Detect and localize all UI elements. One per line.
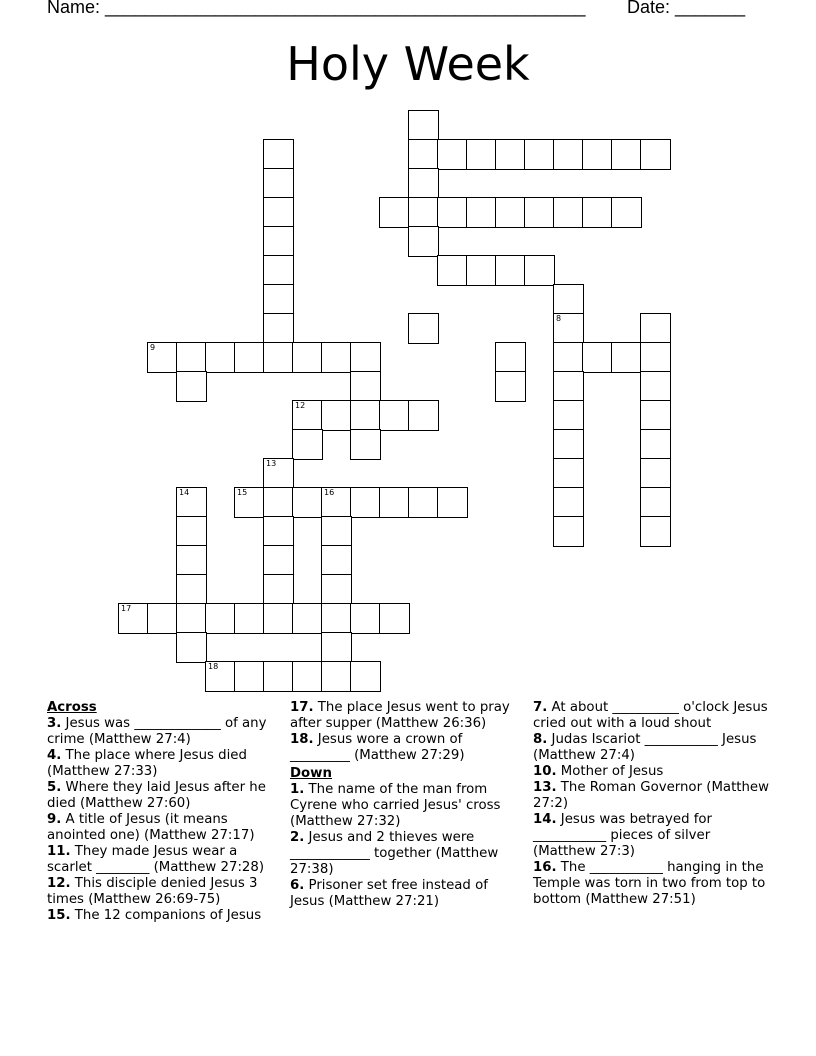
grid-cell[interactable] [524, 197, 555, 228]
grid-cell[interactable] [553, 371, 584, 402]
clue-number: 18 [208, 662, 219, 671]
grid-cell[interactable] [524, 139, 555, 170]
clue-number-label: 4. [47, 748, 62, 763]
grid-cell[interactable] [408, 168, 439, 199]
grid-cell[interactable] [263, 516, 294, 547]
grid-cell[interactable] [263, 313, 294, 344]
grid-cell[interactable] [176, 574, 207, 605]
clue-item [290, 700, 522, 732]
grid-cell[interactable] [553, 458, 584, 489]
grid-cell[interactable] [292, 661, 323, 692]
clue-number-label: 6. [290, 878, 305, 893]
grid-cell[interactable] [263, 342, 294, 373]
clue-number-label: 2. [290, 830, 305, 845]
grid-cell[interactable] [321, 574, 352, 605]
grid-cell[interactable] [437, 197, 468, 228]
clue-item [47, 812, 279, 844]
grid-cell[interactable] [640, 313, 671, 344]
clue-text: The 12 companions of Jesus [70, 908, 262, 923]
grid-cell[interactable] [408, 197, 439, 228]
clue-text: Mother of Jesus [556, 764, 664, 779]
grid-cell[interactable] [553, 400, 584, 431]
grid-cell[interactable] [263, 255, 294, 286]
grid-cell[interactable] [379, 603, 410, 634]
clue-text: The place Jesus went to pray after supper (Matthew 26:36) [290, 700, 510, 731]
clue-number: 17 [121, 604, 132, 613]
grid-cell[interactable] [466, 139, 497, 170]
grid-cell[interactable] [495, 371, 526, 402]
grid-cell[interactable] [350, 371, 381, 402]
clue-number-label: 16. [533, 860, 557, 875]
clue-text: The Roman Governor (Matthew 27:2) [533, 780, 769, 811]
grid-cell[interactable] [263, 574, 294, 605]
grid-cell[interactable] [553, 139, 584, 170]
grid-cell[interactable] [582, 197, 613, 228]
grid-cell[interactable] [611, 139, 642, 170]
grid-cell[interactable] [495, 255, 526, 286]
clue-item [290, 878, 522, 910]
grid-cell[interactable] [321, 603, 352, 634]
clue-number: 16 [324, 488, 335, 497]
grid-cell[interactable] [176, 342, 207, 373]
grid-cell[interactable] [553, 342, 584, 373]
grid-cell[interactable] [321, 342, 352, 373]
grid-cell[interactable] [408, 139, 439, 170]
grid-cell[interactable] [495, 342, 526, 373]
clue-item [290, 732, 522, 764]
clue-item [533, 780, 773, 812]
grid-cell[interactable] [640, 371, 671, 402]
clue-text: Prisoner set free instead of Jesus (Matthew 27:21) [290, 878, 488, 909]
clue-number: 14 [179, 488, 190, 497]
clue-text: This disciple denied Jesus 3 times (Matthew 26:69-75) [47, 876, 258, 907]
clue-number: 8 [556, 314, 562, 323]
grid-cell[interactable] [553, 284, 584, 315]
clue-number-label: 12. [47, 876, 71, 891]
grid-cell[interactable] [466, 255, 497, 286]
grid-cell[interactable] [263, 197, 294, 228]
clue-item [47, 876, 279, 908]
grid-cell[interactable] [408, 487, 439, 518]
clue-text: A title of Jesus (it means anointed one) (Matthew 27:17) [47, 812, 255, 843]
grid-cell[interactable] [147, 603, 178, 634]
grid-cell[interactable] [321, 516, 352, 547]
grid-cell[interactable] [640, 487, 671, 518]
clue-number-label: 3. [47, 716, 62, 731]
grid-cell[interactable] [263, 226, 294, 257]
grid-cell[interactable] [640, 400, 671, 431]
clue-number-label: 13. [533, 780, 557, 795]
grid-cell[interactable] [379, 197, 410, 228]
clue-number-label: 14. [533, 812, 557, 827]
clue-text: The name of the man from Cyrene who carried Jesus' cross (Matthew 27:32) [290, 782, 501, 829]
clue-item [533, 700, 773, 732]
grid-cell[interactable] [640, 516, 671, 547]
clue-text: Where they laid Jesus after he died (Matthew 27:60) [47, 780, 266, 811]
grid-cell[interactable] [582, 342, 613, 373]
clue-number-label: 9. [47, 812, 62, 827]
grid-cell[interactable] [234, 487, 265, 518]
grid-cell[interactable] [292, 487, 323, 518]
clues-column-3 [533, 700, 773, 908]
grid-cell[interactable] [437, 255, 468, 286]
grid-cell[interactable] [553, 313, 584, 344]
clue-item [290, 830, 522, 878]
grid-cell[interactable] [292, 342, 323, 373]
grid-cell[interactable] [176, 632, 207, 663]
grid-cell[interactable] [553, 516, 584, 547]
grid-cell[interactable] [263, 168, 294, 199]
clue-item [533, 732, 773, 764]
grid-cell[interactable] [263, 458, 294, 489]
grid-cell[interactable] [263, 284, 294, 315]
down-heading: Down [290, 766, 332, 781]
clue-text: Jesus and 2 thieves were ____________ together (Matthew 27:38) [290, 830, 499, 877]
grid-cell[interactable] [321, 661, 352, 692]
clue-number-label: 1. [290, 782, 305, 797]
grid-cell[interactable] [553, 429, 584, 460]
grid-cell[interactable] [321, 632, 352, 663]
grid-cell[interactable] [292, 429, 323, 460]
clue-number-label: 11. [47, 844, 71, 859]
grid-cell[interactable] [408, 110, 439, 141]
grid-cell[interactable] [234, 603, 265, 634]
grid-cell[interactable] [176, 545, 207, 576]
clue-number-label: 5. [47, 780, 62, 795]
grid-cell[interactable] [292, 400, 323, 431]
grid-cell[interactable] [176, 487, 207, 518]
grid-cell[interactable] [176, 516, 207, 547]
grid-cell[interactable] [292, 603, 323, 634]
grid-cell[interactable] [408, 226, 439, 257]
grid-cell[interactable] [350, 661, 381, 692]
grid-cell[interactable] [350, 429, 381, 460]
grid-cell[interactable] [611, 197, 642, 228]
clue-item [533, 812, 773, 860]
grid-cell[interactable] [495, 197, 526, 228]
page-title: Holy Week [286, 37, 530, 91]
grid-cell[interactable] [118, 603, 149, 634]
grid-cell[interactable] [205, 661, 236, 692]
clue-item [47, 908, 279, 924]
grid-cell[interactable] [524, 255, 555, 286]
grid-cell[interactable] [350, 603, 381, 634]
clue-text: The ___________ hanging in the Temple was torn in two from top to bottom (Matthew 27:51) [533, 860, 766, 907]
clue-number: 12 [295, 401, 306, 410]
name-field-label: Name: ________________________________________________ [47, 0, 586, 17]
grid-cell[interactable] [263, 661, 294, 692]
grid-cell[interactable] [147, 342, 178, 373]
grid-cell[interactable] [205, 603, 236, 634]
clue-item [47, 748, 279, 780]
clue-item [47, 780, 279, 812]
clue-number-label: 7. [533, 700, 548, 715]
grid-cell[interactable] [263, 545, 294, 576]
grid-cell[interactable] [437, 487, 468, 518]
grid-cell[interactable] [408, 313, 439, 344]
across-heading: Across [47, 700, 97, 715]
clues-column-1 [47, 700, 279, 924]
grid-cell[interactable] [466, 197, 497, 228]
grid-cell[interactable] [582, 139, 613, 170]
clue-item [47, 844, 279, 876]
clue-number-label: 18. [290, 732, 314, 747]
clue-text: Jesus wore a crown of _________ (Matthew 27:29) [290, 732, 465, 763]
grid-cell[interactable] [263, 487, 294, 518]
grid-cell[interactable] [234, 661, 265, 692]
clue-text: They made Jesus wear a scarlet ________ (Matthew 27:28) [47, 844, 265, 875]
grid-cell[interactable] [379, 400, 410, 431]
grid-cell[interactable] [495, 139, 526, 170]
grid-cell[interactable] [640, 429, 671, 460]
grid-cell[interactable] [350, 400, 381, 431]
clue-item [533, 764, 773, 780]
grid-cell[interactable] [437, 139, 468, 170]
grid-cell[interactable] [263, 603, 294, 634]
clue-number: 15 [237, 488, 248, 497]
clue-number: 9 [150, 343, 156, 352]
grid-cell[interactable] [379, 487, 410, 518]
date-field-label: Date: _______ [627, 0, 746, 17]
grid-cell[interactable] [321, 545, 352, 576]
clues-column-2 [290, 700, 522, 910]
grid-cell[interactable] [321, 400, 352, 431]
grid-cell[interactable] [553, 487, 584, 518]
grid-cell[interactable] [611, 342, 642, 373]
clue-text: The place where Jesus died (Matthew 27:33) [47, 748, 247, 779]
grid-cell[interactable] [321, 487, 352, 518]
clue-number-label: 10. [533, 764, 557, 779]
clue-number: 13 [266, 459, 277, 468]
grid-cell[interactable] [640, 458, 671, 489]
clue-number-label: 15. [47, 908, 71, 923]
grid-cell[interactable] [553, 197, 584, 228]
grid-cell[interactable] [350, 487, 381, 518]
grid-cell[interactable] [176, 603, 207, 634]
clue-item [47, 716, 279, 748]
grid-cell[interactable] [263, 139, 294, 170]
clue-text: Judas Iscariot ___________ Jesus (Matthew 27:4) [533, 732, 757, 763]
grid-cell[interactable] [176, 371, 207, 402]
clue-text: At about __________ o'clock Jesus cried out with a loud shout [533, 700, 768, 731]
clue-item [290, 782, 522, 830]
grid-cell[interactable] [350, 342, 381, 373]
grid-cell[interactable] [640, 139, 671, 170]
clue-number-label: 17. [290, 700, 314, 715]
grid-cell[interactable] [408, 400, 439, 431]
clue-item [533, 860, 773, 908]
grid-cell[interactable] [205, 342, 236, 373]
clue-text: Jesus was betrayed for ___________ pieces of silver (Matthew 27:3) [533, 812, 713, 859]
grid-cell[interactable] [234, 342, 265, 373]
grid-cell[interactable] [640, 342, 671, 373]
clue-number-label: 8. [533, 732, 548, 747]
clue-text: Jesus was _____________ of any crime (Matthew 27:4) [47, 716, 267, 747]
